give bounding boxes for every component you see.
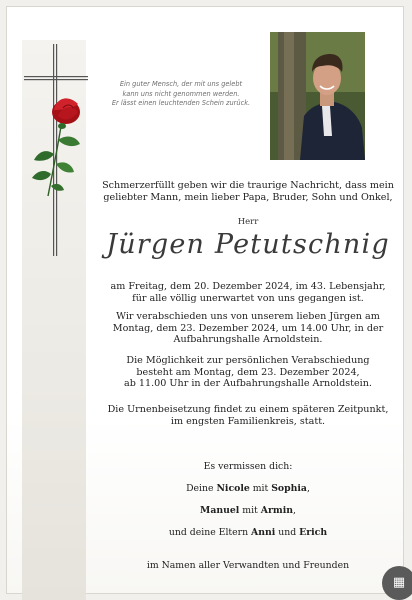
quote-line-1: Ein guter Mensch, der mit uns gelebt bbox=[119, 80, 243, 88]
survivors-line-1 bbox=[84, 483, 412, 494]
personal-line-2: besteht am Montag, dem 23. Dezember 2024, bbox=[136, 366, 360, 378]
survivor-name-manuel: Manuel bbox=[200, 505, 240, 516]
survivor-name-erich: Erich bbox=[299, 527, 328, 538]
survivor-name-armin: Armin bbox=[260, 505, 293, 516]
portrait-photo bbox=[270, 32, 365, 160]
urn-text bbox=[84, 404, 412, 427]
farewell-line-2: Montag, dem 23. Dezember 2024, um 14.00 Uhr, in der bbox=[112, 322, 384, 334]
honorific: Herr bbox=[237, 217, 259, 227]
survivors-line-3-mid: und bbox=[275, 527, 300, 538]
survivors-line-1-suffix: , bbox=[306, 483, 310, 494]
personal-line-1: Die Möglichkeit zur persönlichen Verabschiedung bbox=[126, 355, 370, 366]
scan-icon[interactable]: ▦ bbox=[382, 566, 412, 600]
survivors-line-1-mid: mit bbox=[249, 483, 272, 494]
survivors-line-2 bbox=[84, 505, 412, 516]
memorial-quote bbox=[106, 80, 256, 109]
survivors-line-3-prefix: und deine Eltern bbox=[168, 527, 252, 538]
survivor-name-sophia: Sophia bbox=[271, 483, 307, 494]
death-line-1: am Freitag, dem 20. Dezember 2024, im 43. Lebensjahr, bbox=[110, 281, 386, 292]
quote-line-2: kann uns nicht genommen werden. bbox=[122, 89, 240, 98]
personal-farewell-text bbox=[84, 355, 412, 390]
survivors-heading: Es vermissen dich: bbox=[203, 461, 293, 472]
urn-line-1: Die Urnenbeisetzung findet zu einem späteren Zeitpunkt, bbox=[107, 404, 389, 415]
urn-line-2: im engsten Familienkreis, statt. bbox=[170, 415, 326, 427]
deceased-name: Jürgen Petutschnig bbox=[106, 229, 390, 260]
quote-line-3: Er lässt einen leuchtenden Schein zurück. bbox=[111, 99, 251, 108]
closing-line: im Namen aller Verwandten und Freunden bbox=[146, 560, 350, 571]
personal-line-3: ab 11.00 Uhr in der Aufbahrungshalle Arnoldstein. bbox=[124, 378, 372, 390]
survivors-line-2-suffix: , bbox=[293, 505, 296, 516]
survivors-line-2-mid: mit bbox=[239, 505, 261, 516]
survivor-name-anni: Anni bbox=[251, 527, 276, 538]
cross-icon bbox=[24, 44, 88, 256]
death-line-2: für alle völlig unerwartet von uns gegangen ist. bbox=[132, 292, 364, 304]
farewell-line-1: Wir verabschieden uns von unserem lieben Jürgen am bbox=[116, 311, 380, 322]
farewell-line-3: Aufbahrungshalle Arnoldstein. bbox=[173, 334, 323, 346]
survivor-name-nicole: Nicole bbox=[216, 483, 250, 494]
intro-line-2: geliebter Mann, mein lieber Papa, Bruder, Sohn und Onkel, bbox=[103, 191, 393, 203]
death-text bbox=[84, 281, 412, 304]
intro-line-1: Schmerzerfüllt geben wir die traurige Nachricht, dass mein bbox=[102, 180, 394, 191]
survivors-line-3 bbox=[84, 527, 412, 538]
farewell-text bbox=[84, 311, 412, 346]
intro-text bbox=[84, 180, 412, 203]
survivors-line-1-prefix: Deine bbox=[186, 483, 217, 494]
